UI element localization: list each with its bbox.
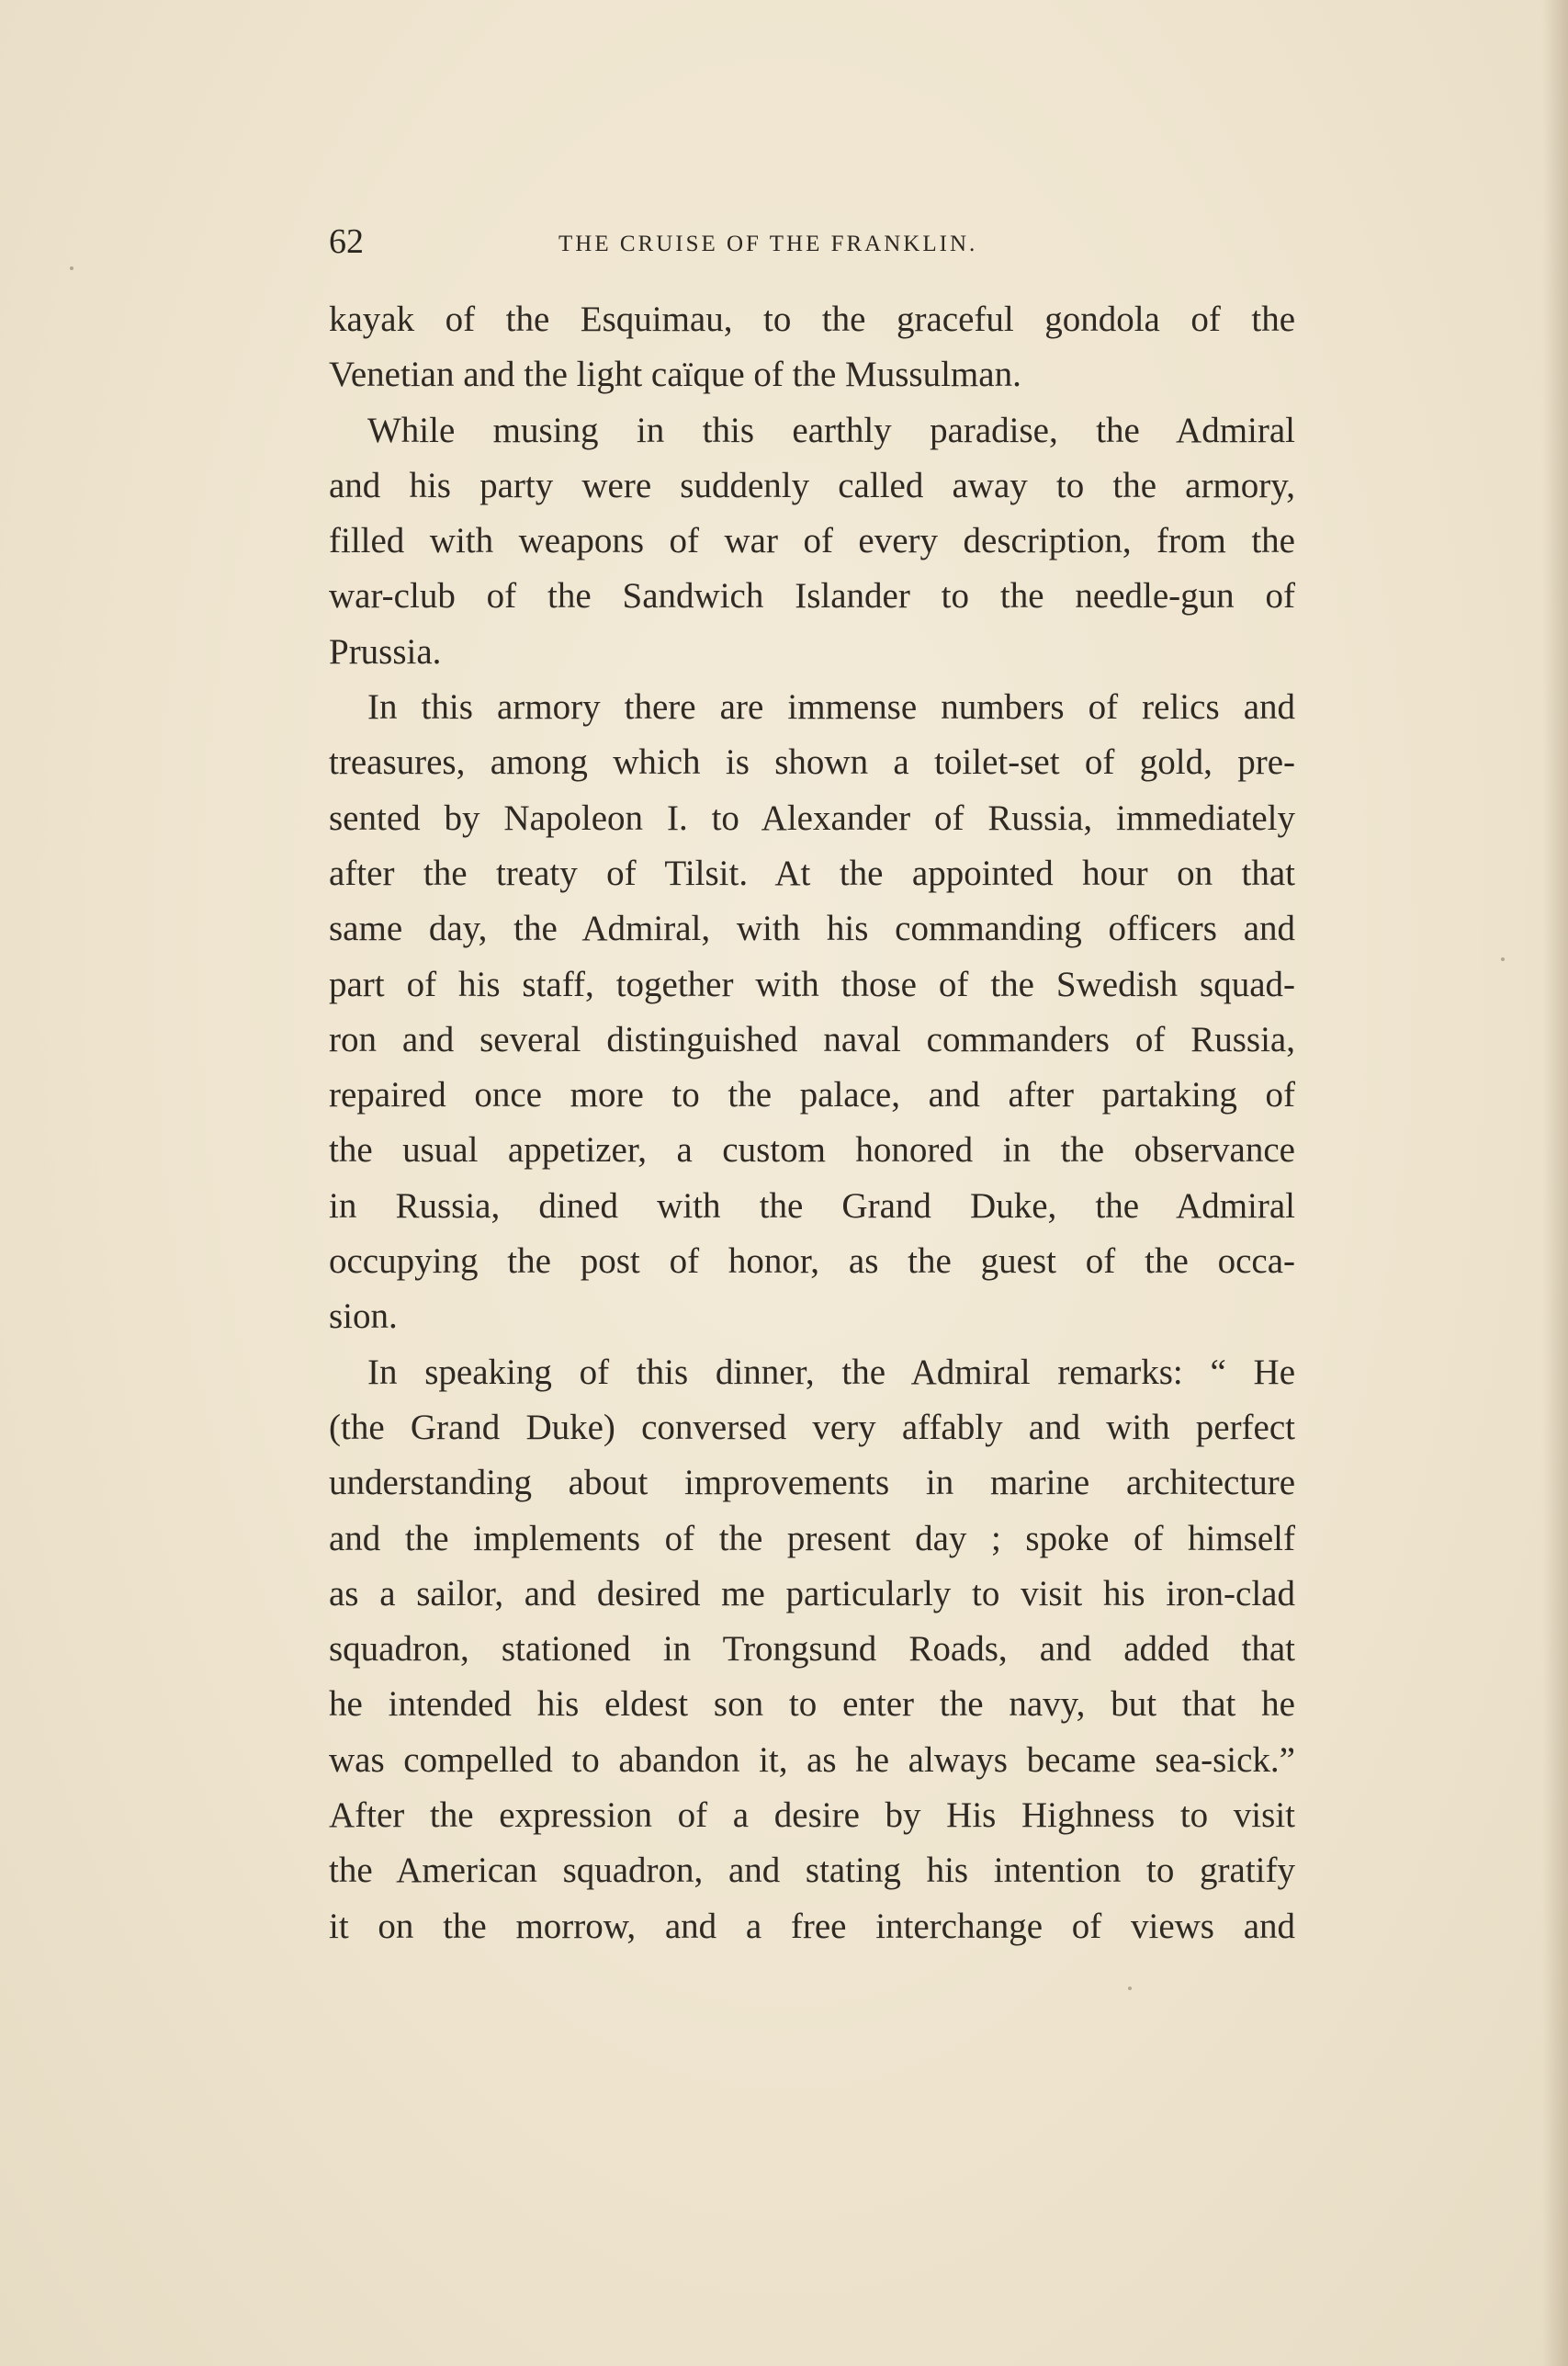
text-line: ron and several distinguished naval commanders of Russia, [329,1019,1295,1059]
text-line: and the implements of the present day ; spoke of himself [329,1518,1295,1558]
paragraph-start-line: In speaking of this dinner, the Admiral remarks: “ He [367,1352,1295,1392]
paragraph-start-line: In this armory there are immense numbers of relics and [367,687,1295,728]
page-number: 62 [329,222,364,261]
text-line: treasures, among which is shown a toilet-set of gold, pre- [329,742,1295,783]
text-line: Prussia. [329,631,442,672]
text-line: filled with weapons of war of every description, from the [329,521,1295,561]
paper-speck [1501,957,1505,961]
text-line: the usual appetizer, a custom honored in the observance [329,1130,1295,1171]
text-line: understanding about improvements in marine architecture [329,1463,1295,1503]
text-line: After the expression of a desire by His Highness to visit [329,1795,1295,1836]
body-text [329,292,1295,1954]
text-line: occupying the post of honor, as the guest of the occa- [329,1241,1295,1282]
text-line: he intended his eldest son to enter the navy, but that he [329,1684,1295,1725]
text-line: sion. [329,1296,398,1337]
paper-speck [70,266,73,270]
text-line: Venetian and the light caïque of the Mussulman. [329,355,1021,395]
text-line: after the treaty of Tilsit. At the appointed hour on that [329,853,1295,893]
text-line: part of his staff, together with those of the Swedish squad- [329,964,1295,1004]
text-line: it on the morrow, and a free interchange of views and [329,1906,1295,1946]
page-header [329,219,1295,274]
text-line: war-club of the Sandwich Islander to the needle-gun of [329,576,1295,617]
text-line: was compelled to abandon it, as he always became sea-sick.” [329,1739,1295,1780]
text-line: squadron, stationed in Trongsund Roads, and added that [329,1629,1295,1670]
paragraph-start-line: While musing in this earthly paradise, the Admiral [367,410,1295,450]
text-line: as a sailor, and desired me particularly to visit his iron-clad [329,1573,1295,1613]
text-line: in Russia, dined with the Grand Duke, the Admiral [329,1185,1295,1226]
text-line: same day, the Admiral, with his commanding officers and [329,909,1295,949]
paper-speck [1128,1987,1132,1990]
text-line: kayak of the Esquimau, to the graceful gondola of the [329,300,1295,339]
running-title: THE CRUISE OF THE FRANKLIN. [558,232,978,256]
text-line: sented by Napoleon I. to Alexander of Russia, immediately [329,798,1295,838]
text-line: repaired once more to the palace, and after partaking of [329,1075,1295,1115]
page-edge-shadow [1542,0,1568,2366]
text-line: (the Grand Duke) conversed very affably and with perfect [329,1407,1295,1447]
text-line: the American squadron, and stating his intention to gratify [329,1851,1295,1891]
text-line: and his party were suddenly called away to the armory, [329,465,1295,505]
